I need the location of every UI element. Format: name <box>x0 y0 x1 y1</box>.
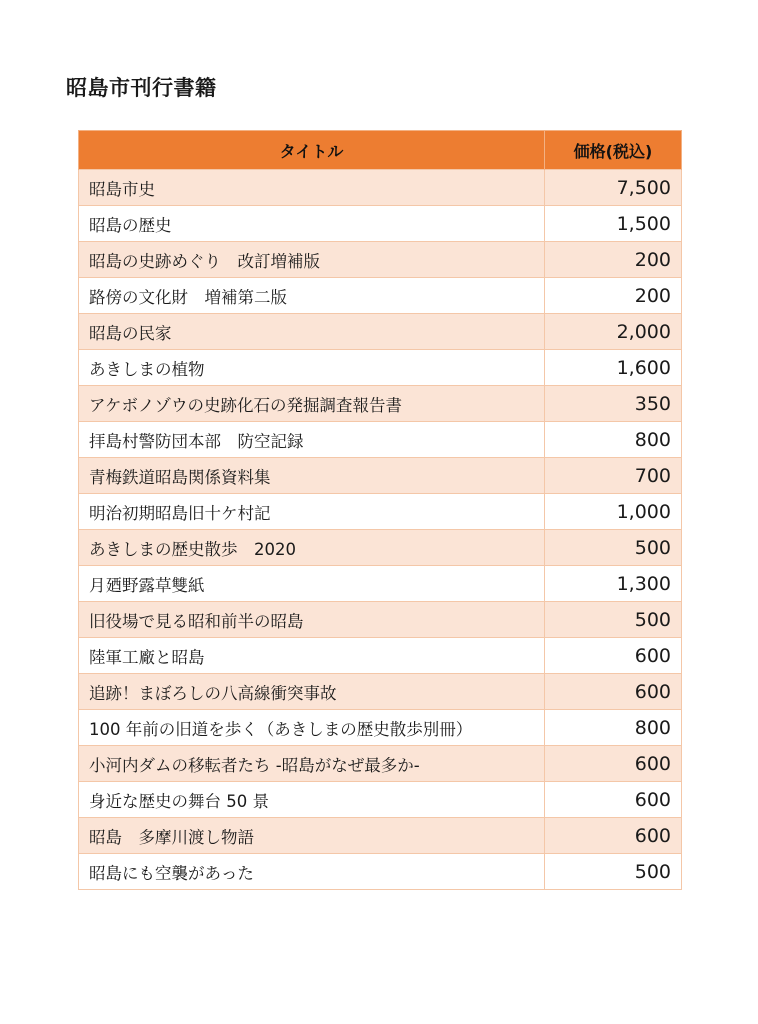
table-row <box>79 710 682 746</box>
column-header-title: タイトル <box>79 131 545 170</box>
book-price: 500 <box>545 530 682 566</box>
table-row <box>79 854 682 890</box>
book-price: 500 <box>545 854 682 890</box>
book-price: 600 <box>545 818 682 854</box>
book-price: 2,000 <box>545 314 682 350</box>
book-price: 800 <box>545 422 682 458</box>
book-title: あきしまの歴史散歩 2020 <box>79 530 545 566</box>
book-price: 7,500 <box>545 170 682 206</box>
table-row <box>79 170 682 206</box>
table-row <box>79 206 682 242</box>
table-row <box>79 242 682 278</box>
book-price: 700 <box>545 458 682 494</box>
book-price-table <box>78 130 682 890</box>
table-row <box>79 818 682 854</box>
book-price: 600 <box>545 674 682 710</box>
book-title: 昭島市史 <box>79 170 545 206</box>
book-title: あきしまの植物 <box>79 350 545 386</box>
page-title: 昭島市刊行書籍 <box>66 76 217 100</box>
table-row <box>79 566 682 602</box>
column-header-price: 価格(税込) <box>545 131 682 170</box>
book-title: 拝島村警防団本部 防空記録 <box>79 422 545 458</box>
book-title: 路傍の文化財 増補第二版 <box>79 278 545 314</box>
table-row <box>79 638 682 674</box>
book-title: 追跡！まぼろしの八高線衝突事故 <box>79 674 545 710</box>
table-row <box>79 458 682 494</box>
table-row <box>79 386 682 422</box>
book-title: 昭島の民家 <box>79 314 545 350</box>
book-title: アケボノゾウの史跡化石の発掘調査報告書 <box>79 386 545 422</box>
book-title: 小河内ダムの移転者たち -昭島がなぜ最多か- <box>79 746 545 782</box>
book-price: 600 <box>545 746 682 782</box>
book-price: 800 <box>545 710 682 746</box>
table-row <box>79 530 682 566</box>
book-price: 600 <box>545 782 682 818</box>
table-header-row <box>79 131 682 170</box>
book-title: 身近な歴史の舞台 50 景 <box>79 782 545 818</box>
book-price: 350 <box>545 386 682 422</box>
book-title: 昭島の史跡めぐり 改訂増補版 <box>79 242 545 278</box>
table-row <box>79 746 682 782</box>
table-row <box>79 278 682 314</box>
table-row <box>79 422 682 458</box>
book-title: 青梅鉄道昭島関係資料集 <box>79 458 545 494</box>
book-price: 600 <box>545 638 682 674</box>
book-price: 200 <box>545 242 682 278</box>
table-row <box>79 602 682 638</box>
table-row <box>79 494 682 530</box>
table-row <box>79 350 682 386</box>
book-title: 月廼野露草雙紙 <box>79 566 545 602</box>
book-title: 陸軍工廠と昭島 <box>79 638 545 674</box>
book-price: 1,300 <box>545 566 682 602</box>
table-row <box>79 314 682 350</box>
book-price: 500 <box>545 602 682 638</box>
book-title: 旧役場で見る昭和前半の昭島 <box>79 602 545 638</box>
book-price: 1,500 <box>545 206 682 242</box>
table-row <box>79 782 682 818</box>
table-row <box>79 674 682 710</box>
book-price: 200 <box>545 278 682 314</box>
book-title: 100 年前の旧道を歩く（あきしまの歴史散歩別冊） <box>79 710 545 746</box>
book-title: 昭島にも空襲があった <box>79 854 545 890</box>
book-price: 1,600 <box>545 350 682 386</box>
book-title: 昭島の歴史 <box>79 206 545 242</box>
book-title: 明治初期昭島旧十ケ村記 <box>79 494 545 530</box>
book-title: 昭島 多摩川渡し物語 <box>79 818 545 854</box>
book-price: 1,000 <box>545 494 682 530</box>
